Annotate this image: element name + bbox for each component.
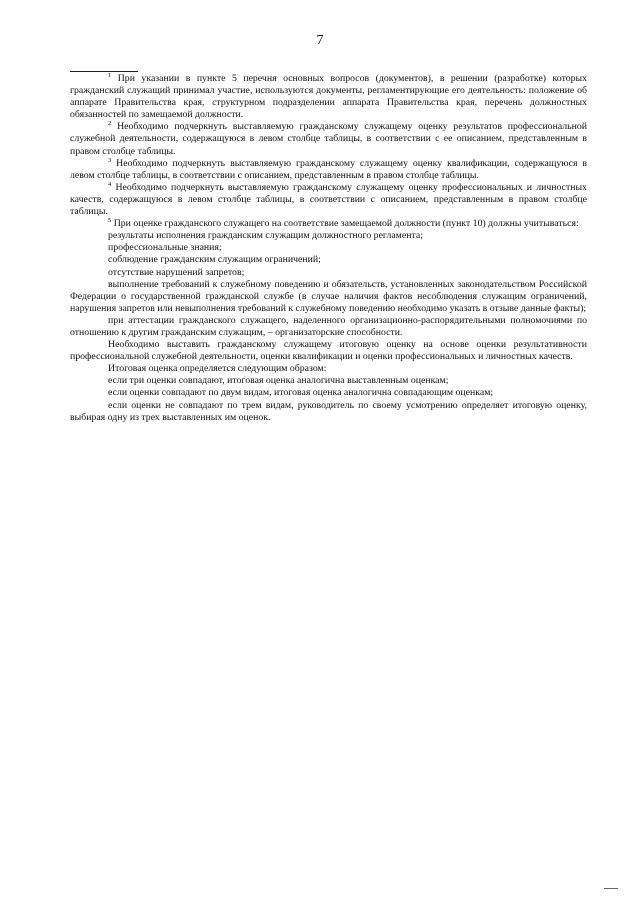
criteria-item: соблюдение гражданским служащим ограничений; (108, 254, 321, 266)
footnote-text: При указании в пункте 5 перечня основных вопросов (документов), в решении (разработке) которых гражданский служащий принимал участие, используются документы, регламентирующие его деятельность: положение об аппарате Правительства края, структурном подразделении аппарата Правительства края, перечень должностных обязанностей по замещаемой должности. (70, 73, 587, 121)
page-number: 7 (316, 33, 324, 48)
footnote-2 (70, 121, 587, 157)
final-rule: если три оценки совпадают, итоговая оценка аналогична выставленным оценкам; (108, 375, 449, 387)
scan-mark (604, 888, 618, 889)
footnote-text: Необходимо подчеркнуть выставляемую гражданскому служащему оценку квалификации, содержащуюся в левом столбце таблицы, в соответствии с описанием, представленным в правом столбце таблицы. (70, 157, 588, 181)
final-rule: если оценки не совпадают по трем видам, руководитель по своему усмотрению определяет итоговую оценку, выбирая одну из трех выставленных им оценок. (70, 399, 587, 423)
footnote-number: 1 (108, 72, 112, 79)
final-rule: если оценки совпадают по двум видам, итоговая оценка аналогична совпадающим оценкам; (108, 387, 494, 399)
footnote-1 (70, 73, 587, 121)
footnote-text: Необходимо подчеркнуть выставляемую гражданскому служащему оценку профессиональных и личностных качеств, содержащуюся в левом столбце таблицы, в соответствии с описанием, представленным в правом столбце таблицы. (70, 181, 588, 218)
footnote-number: 4 (108, 180, 112, 188)
footnote-number: 2 (108, 120, 112, 128)
footnote-4 (70, 182, 587, 218)
footnote-number: 3 (108, 156, 112, 164)
criteria-item: профессиональные знания; (108, 242, 222, 254)
footnote-5 (70, 218, 587, 230)
final-rule: Итоговая оценка определяется следующим образом: (108, 363, 327, 375)
footnote-number: 5 (108, 217, 112, 225)
footnote-separator (70, 71, 138, 72)
criteria-item: отсутствие нарушений запретов; (108, 266, 245, 278)
footnote-3 (70, 158, 587, 182)
footnotes-section (70, 73, 587, 424)
criteria-item: выполнение требований к служебному поведению и обязательств, установленных законодательством Российской Федерации о государственной гражданской службе (в случае наличия фактов несоблюдения служащим ограничений, нарушения запретов или невыполнения требований к служебному поведению необходимо указать в отзыве данные факты); (70, 278, 587, 314)
footnote-text: Необходимо подчеркнуть выставляемую гражданскому служащему оценку результатов профессиональной служебной деятельности, содержащуюся в левом столбце таблицы, в соответствии с ее описанием, представленным в правом столбце таблицы. (70, 121, 587, 157)
criteria-item: при аттестации гражданского служащего, наделенного организационно-распорядительными полномочиями по отношению к другим гражданским служащим, – организаторские способности. (70, 314, 587, 338)
footnote-text: При оценке гражданского служащего на соответствие замещаемой должности (пункт 10) должны учитываться: (113, 218, 579, 230)
final-assessment-paragraph: Необходимо выставить гражданскому служащему итоговую оценку на основе оценки результативности профессиональной служебной деятельности, оценки квалификации и оценки профессиональных и личностных качеств. (70, 339, 587, 363)
criteria-item: результаты исполнения гражданским служащим должностного регламента; (108, 230, 423, 242)
